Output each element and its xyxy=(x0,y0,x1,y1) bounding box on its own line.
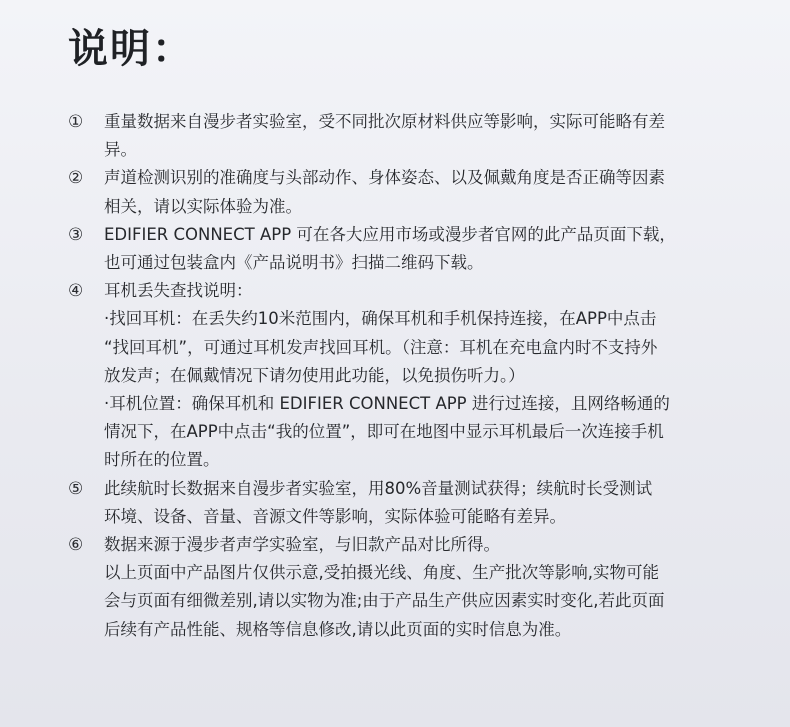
note-item xyxy=(68,108,728,164)
note-number: ② xyxy=(68,168,84,189)
note-text-line: 声道检测识别的准确度与头部动作、身体姿态、以及佩戴角度是否正确等因素 xyxy=(104,168,665,188)
note-text-line: 数据来源于漫步者声学实验室，与旧款产品对比所得。 xyxy=(104,535,500,555)
note-number: ⑥ xyxy=(68,535,84,556)
note-number: ③ xyxy=(68,224,84,245)
note-text-line: 异。 xyxy=(104,140,137,160)
note-text-line: 耳机丢失查找说明： xyxy=(104,281,253,301)
note-text-line: 情况下，在APP中点击“我的位置”，即可在地图中显示耳机最后一次连接手机 xyxy=(104,422,664,442)
note-text-line: ·找回耳机：在丢失约10米范围内，确保耳机和手机保持连接，在APP中点击 xyxy=(104,309,657,329)
note-number: ④ xyxy=(68,281,84,302)
page-title: 说明： xyxy=(68,26,194,72)
note-text-line: “找回耳机”，可通过耳机发声找回耳机。（注意：耳机在充电盒内时不支持外 xyxy=(104,337,658,357)
note-number: ① xyxy=(68,112,84,132)
note-text-line: 放发声；在佩戴情况下请勿使用此功能，以免损伤听力。） xyxy=(104,365,525,385)
note-item xyxy=(68,221,728,277)
note-number: ⑤ xyxy=(68,478,84,499)
note-text-line: 后续有产品性能、规格等信息修改,请以此页面的实时信息为准。 xyxy=(104,619,572,639)
note-text-line: EDIFIER CONNECT APP 可在各大应用市场或漫步者官网的此产品页面下载， xyxy=(104,224,676,244)
note-text-line: 也可通过包装盒内《产品说明书》扫描二维码下载。 xyxy=(104,253,484,273)
note-text-line: 相关，请以实际体验为准。 xyxy=(104,196,302,216)
note-text-line: 会与页面有细微差别,请以实物为准;由于产品生产供应因素实时变化,若此页面 xyxy=(104,591,665,611)
note-item xyxy=(68,164,728,220)
note-item xyxy=(68,475,728,531)
note-text-line: 以上页面中产品图片仅供示意,受拍摄光线、角度、生产批次等影响,实物可能 xyxy=(104,563,659,583)
note-item xyxy=(68,277,728,474)
note-text-line: 环境、设备、音量、音源文件等影响，实际体验可能略有差异。 xyxy=(104,506,566,526)
notes-list xyxy=(68,108,728,644)
note-text-line: 重量数据来自漫步者实验室，受不同批次原材料供应等影响，实际可能略有差 xyxy=(104,112,665,131)
note-text-line: ·耳机位置：确保耳机和 EDIFIER CONNECT APP 进行过连接，且网络畅通的 xyxy=(104,394,670,414)
note-item xyxy=(68,531,728,644)
note-text-line: 此续航时长数据来自漫步者实验室，用80%音量测试获得；续航时长受测试 xyxy=(104,478,653,498)
note-text-line: 时所在的位置。 xyxy=(104,450,220,470)
